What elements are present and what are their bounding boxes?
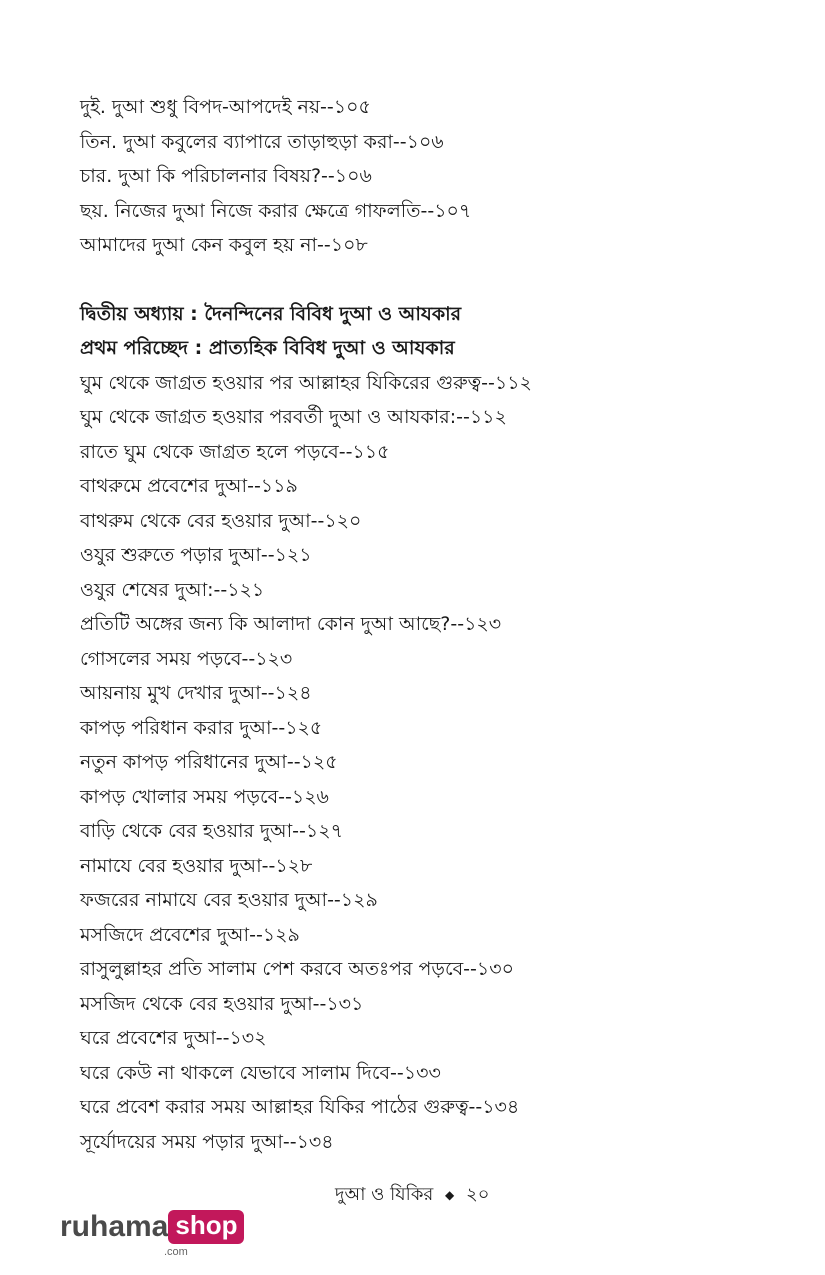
table-of-contents	[80, 90, 780, 1159]
toc-entry: গোসলের সময় পড়বে--১২৩	[80, 647, 293, 670]
toc-entry: আমাদের দুআ কেন কবুল হয় না--১০৮	[80, 234, 368, 256]
page-number: ২০	[466, 1184, 490, 1205]
toc-entry: ফজরের নামাযে বের হওয়ার দুআ--১২৯	[80, 889, 378, 911]
toc-entry: বাথরুম থেকে বের হওয়ার দুআ--১২০	[80, 509, 362, 532]
toc-entry: নতুন কাপড় পরিধানের দুআ--১২৫	[80, 751, 338, 773]
diamond-separator-icon: ◆	[445, 1188, 455, 1202]
toc-entry: ওযুর শেষের দুআ:--১২১	[80, 578, 265, 601]
toc-entry: ঘুম থেকে জাগ্রত হওয়ার পর আল্লাহর যিকিরের গুরুত্ব--১১২	[80, 371, 532, 394]
logo-com-text: .com	[164, 1246, 188, 1258]
toc-entry: নামাযে বের হওয়ার দুআ--১২৮	[80, 854, 313, 877]
toc-entry: কাপড় পরিধান করার দুআ--১২৫	[80, 716, 323, 739]
toc-entry: প্রতিটি অঙ্গের জন্য কি আলাদা কোন দুআ আছে?--১২৩	[80, 613, 502, 635]
toc-entry: তিন. দুআ কবুলের ব্যাপারে তাড়াহুড়া করা--১০৬	[80, 130, 444, 153]
toc-entry: চার. দুআ কি পরিচালনার বিষয়?--১০৬	[80, 165, 372, 187]
toc-entry: কাপড় খোলার সময় পড়বে--১২৬	[80, 785, 329, 808]
toc-entry: রাতে ঘুম থেকে জাগ্রত হলে পড়বে--১১৫	[80, 440, 390, 463]
toc-entry: দুই. দুআ শুধু বিপদ-আপদেই নয়--১০৫	[80, 96, 371, 118]
ruhamashop-logo	[60, 1210, 244, 1258]
toc-entry: আয়নায় মুখ দেখার দুআ--১২৪	[80, 682, 312, 704]
toc-entry: ওযুর শুরুতে পড়ার দুআ--১২১	[80, 544, 312, 566]
toc-entry: মসজিদ থেকে বের হওয়ার দুআ--১৩১	[80, 992, 364, 1015]
logo-shop-badge: shop	[168, 1210, 244, 1244]
toc-entry: ঘরে প্রবেশ করার সময় আল্লাহর যিকির পাঠের গুরুত্ব--১৩৪	[80, 1096, 520, 1118]
chapter-heading: দ্বিতীয় অধ্যায় : দৈনন্দিনের বিবিধ দুআ ও আযকার	[80, 302, 462, 325]
toc-entry: সূর্যোদয়ের সময় পড়ার দুআ--১৩৪	[80, 1130, 334, 1153]
spacer	[80, 263, 780, 297]
toc-entry: ঘুম থেকে জাগ্রত হওয়ার পরবর্তী দুআ ও আযকার:--১১২	[80, 406, 507, 428]
book-title: দুআ ও যিকির	[335, 1184, 434, 1205]
toc-entry: বাথরুমে প্রবেশের দুআ--১১৯	[80, 475, 298, 497]
toc-entry: মসজিদে প্রবেশের দুআ--১২৯	[80, 923, 300, 946]
toc-entry: ঘরে প্রবেশের দুআ--১৩২	[80, 1027, 267, 1049]
toc-entry: বাড়ি থেকে বের হওয়ার দুআ--১২৭	[80, 820, 343, 842]
page-footer	[335, 1180, 489, 1211]
toc-entry: রাসুলুল্লাহর প্রতি সালাম পেশ করবে অতঃপর পড়বে--১৩০	[80, 958, 514, 980]
toc-entry: ছয়. নিজের দুআ নিজে করার ক্ষেত্রে গাফলতি--১০৭	[80, 199, 472, 222]
logo-ruhama-text: ruhama	[60, 1210, 169, 1243]
section-heading: প্রথম পরিচ্ছেদ : প্রাত্যহিক বিবিধ দুআ ও আযকার	[80, 337, 455, 359]
toc-entry: ঘরে কেউ না থাকলে যেভাবে সালাম দিবে--১৩৩	[80, 1061, 441, 1084]
